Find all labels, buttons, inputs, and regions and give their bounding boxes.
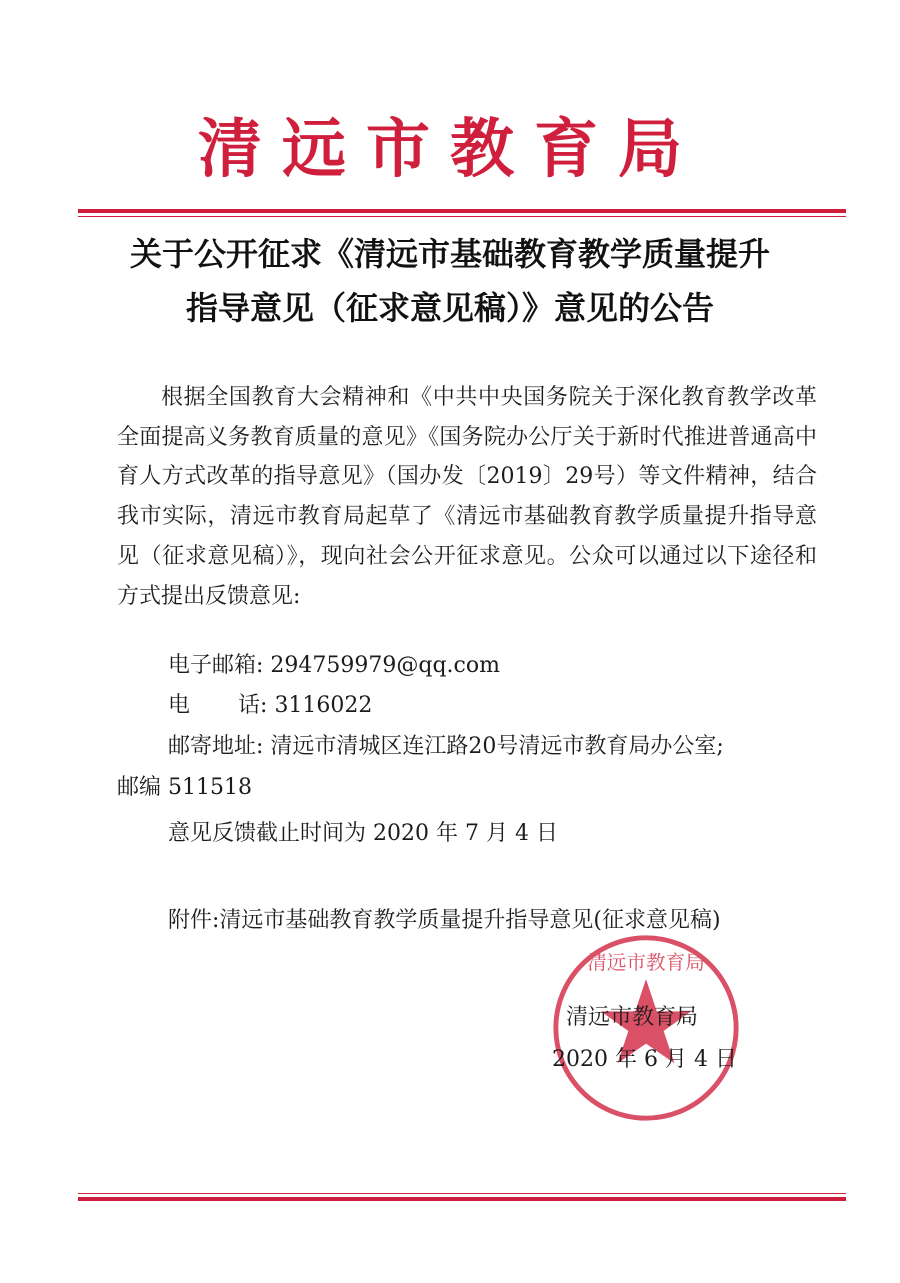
email-line [168, 646, 500, 685]
phone-line [168, 686, 372, 725]
attachment-line: 附件:清远市基础教育教学质量提升指导意见(征求意见稿) [168, 908, 721, 933]
signature-organization: 清远市教育局 [566, 1005, 699, 1030]
document-title-line-2: 指导意见（征求意见稿）》意见的公告 [185, 289, 714, 327]
address-value: 清远市清城区连江路20号清远市教育局办公室; [270, 734, 724, 759]
deadline-line: 意见反馈截止时间为 2020 年 7 月 4 日 [168, 821, 558, 846]
address-label: 邮寄地址: [168, 734, 264, 759]
email-label: 电子邮箱: [168, 653, 264, 678]
phone-label-char-1: 电 [168, 693, 191, 718]
header-rule [78, 209, 846, 213]
postcode-line [117, 768, 252, 807]
signature-date: 2020 年 6 月 4 日 [552, 1047, 737, 1072]
phone-value: 3116022 [274, 693, 373, 718]
address-line [168, 727, 724, 766]
postcode-label: 邮编 [117, 775, 162, 800]
organization-header: 清远市教育局 [198, 113, 702, 187]
document-title-line-1: 关于公开征求《清远市基础教育教学质量提升 [129, 235, 770, 273]
header-rule-thin [78, 216, 846, 217]
body-paragraph: 根据全国教育大会精神和《中共中央国务院关于深化教育教学改革全面提高义务教育质量的意见》《国务院办公厅关于新时代推进普通高中育人方式改革的指导意见》（国办发〔2019〕29号）等文件精神，结合我市实际，清远市教育局起草了《清远市基础教育教学质量提升指导意见（征求意见稿）》，现向社会公开征求意见。公众可以通过以下途径和方式提出反馈意见: [117, 385, 817, 609]
footer-rule [78, 1197, 846, 1201]
footer-rule-thin [78, 1193, 846, 1194]
phone-label-char-2: 话: [238, 693, 268, 718]
postcode-value: 511518 [168, 775, 252, 800]
email-value: 294759979@qq.com [270, 653, 500, 678]
seal-text: 清远市教育局 [587, 951, 705, 975]
